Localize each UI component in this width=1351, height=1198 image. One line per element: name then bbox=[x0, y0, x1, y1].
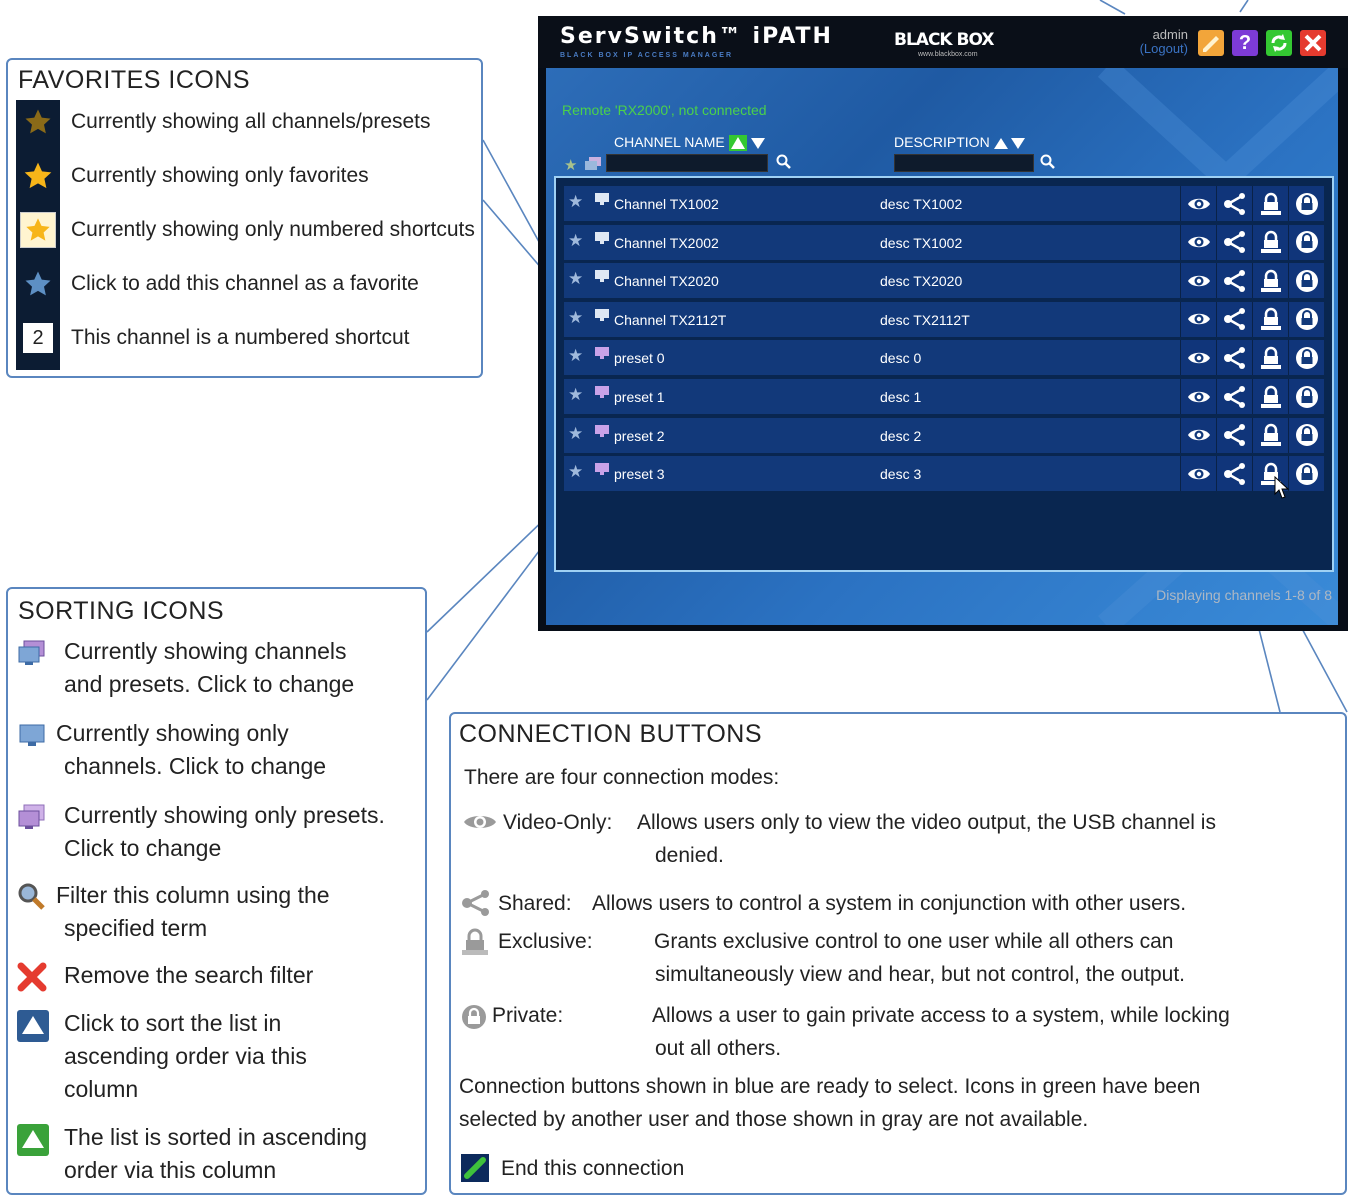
video-only-button[interactable] bbox=[1180, 456, 1216, 491]
exclusive-button[interactable] bbox=[1252, 302, 1288, 337]
eye-icon bbox=[463, 812, 497, 832]
favorites-icons-panel bbox=[6, 58, 483, 378]
video-only-button[interactable] bbox=[1180, 263, 1216, 298]
connection-buttons bbox=[1180, 340, 1324, 375]
sorting-item-text: Currently showing only presets. Click to change bbox=[64, 802, 385, 861]
table-row[interactable] bbox=[564, 340, 1324, 375]
sorting-item-text: The list is sorted in ascending order via this column bbox=[64, 1124, 367, 1183]
mode-desc: Grants exclusive control to one user while all others can bbox=[654, 930, 1174, 953]
connection-panel-title: CONNECTION BUTTONS bbox=[459, 720, 762, 748]
star-blue-icon[interactable]: ★ bbox=[568, 307, 584, 327]
remote-status: Remote 'RX2000', not connected bbox=[562, 102, 767, 118]
video-only-button[interactable] bbox=[1180, 225, 1216, 260]
channel-name-header bbox=[614, 134, 765, 151]
mode-desc: Allows a user to gain private access to a system, while locking bbox=[652, 1004, 1230, 1027]
video-only-button[interactable] bbox=[1180, 186, 1216, 221]
private-button[interactable] bbox=[1288, 186, 1324, 221]
table-row[interactable] bbox=[564, 225, 1324, 260]
channel-name-label: CHANNEL NAME bbox=[614, 134, 725, 150]
star-gold-icon bbox=[16, 154, 60, 198]
connection-buttons bbox=[1180, 263, 1324, 298]
channel-description: desc 2 bbox=[880, 427, 922, 444]
app-logo-subtitle: BLACK BOX IP ACCESS MANAGER bbox=[560, 52, 734, 59]
favorites-item-text: Click to add this channel as a favorite bbox=[71, 272, 419, 295]
star-blue-icon bbox=[16, 262, 60, 306]
private-button[interactable] bbox=[1288, 225, 1324, 260]
channel-icon bbox=[594, 231, 610, 245]
star-blue-icon[interactable]: ★ bbox=[568, 230, 584, 250]
channel-description: desc TX2112T bbox=[880, 311, 970, 328]
star-blue-icon[interactable]: ★ bbox=[568, 423, 584, 443]
favorites-item bbox=[16, 154, 481, 198]
star-dim-icon bbox=[16, 100, 60, 144]
private-button[interactable] bbox=[1288, 340, 1324, 375]
end-connection-label: End this connection bbox=[501, 1157, 685, 1180]
star-blue-icon[interactable]: ★ bbox=[568, 346, 584, 366]
sorted-ascending-icon[interactable] bbox=[729, 135, 747, 151]
sorting-item-text: Click to sort the list in ascending order via this column bbox=[64, 1010, 307, 1102]
favorites-item bbox=[16, 208, 481, 252]
channel-icon bbox=[594, 308, 610, 322]
channel-description: desc 0 bbox=[880, 350, 922, 367]
table-row[interactable] bbox=[564, 418, 1324, 453]
shared-button[interactable] bbox=[1216, 340, 1252, 375]
favorites-item bbox=[16, 100, 481, 144]
favorites-filter-star-icon[interactable]: ★ bbox=[564, 157, 578, 174]
channel-name: preset 3 bbox=[614, 466, 665, 483]
sorting-icons-panel bbox=[6, 587, 427, 1195]
video-only-button[interactable] bbox=[1180, 418, 1216, 453]
sorting-item-text: Currently showing channels and presets. Click to change bbox=[64, 638, 355, 697]
exclusive-button[interactable] bbox=[1252, 340, 1288, 375]
filter-search-icon[interactable] bbox=[776, 154, 792, 170]
favorites-item-text: Currently showing only favorites bbox=[71, 164, 369, 187]
channel-name: Channel TX2002 bbox=[614, 234, 719, 251]
mode-label: Private: bbox=[492, 1004, 564, 1027]
filter-search-icon[interactable] bbox=[1040, 154, 1056, 170]
preset-icon bbox=[594, 462, 610, 476]
star-gold-boxed-icon bbox=[16, 208, 60, 252]
channel-description: desc 1 bbox=[880, 389, 922, 405]
share-icon bbox=[461, 890, 491, 916]
shortcut-number: 2 bbox=[23, 323, 53, 353]
refresh-button[interactable] bbox=[1266, 30, 1292, 56]
channel-name: Channel TX2020 bbox=[614, 273, 719, 290]
private-button[interactable] bbox=[1288, 456, 1324, 491]
connection-note: Connection buttons shown in blue are ready to select. Icons in green have been bbox=[459, 1075, 1201, 1098]
connection-buttons bbox=[1180, 456, 1324, 491]
favorites-item-text: Currently showing only numbered shortcuts bbox=[71, 218, 475, 241]
channel-description: desc TX1002 bbox=[880, 196, 963, 212]
exclusive-button[interactable] bbox=[1252, 263, 1288, 298]
video-only-button[interactable] bbox=[1180, 302, 1216, 337]
sort-ascending-icon bbox=[16, 1009, 48, 1041]
private-button[interactable] bbox=[1288, 302, 1324, 337]
filter-search-icon bbox=[16, 881, 48, 913]
mode-label: Exclusive: bbox=[498, 930, 593, 953]
favorites-item-text: This channel is a numbered shortcut bbox=[71, 326, 410, 349]
ipath-app-screenshot bbox=[538, 16, 1348, 631]
app-logo: ServSwitch™ iPATH bbox=[560, 24, 833, 49]
mode-desc: out all others. bbox=[655, 1037, 782, 1060]
channel-name: Channel TX1002 bbox=[614, 196, 719, 212]
table-row[interactable] bbox=[564, 302, 1324, 337]
star-blue-icon[interactable]: ★ bbox=[568, 462, 584, 482]
app-header bbox=[538, 16, 1348, 68]
exclusive-button[interactable] bbox=[1252, 418, 1288, 453]
favorites-item-text: Currently showing all channels/presets bbox=[71, 110, 431, 133]
table-row[interactable] bbox=[564, 456, 1324, 491]
description-header bbox=[894, 134, 1025, 150]
presets-only-icon bbox=[16, 801, 48, 833]
mode-desc: Allows users to control a system in conjunction with other users. bbox=[592, 892, 1187, 915]
mode-desc: denied. bbox=[655, 844, 724, 867]
logout-link[interactable]: (Logout) bbox=[1139, 41, 1188, 56]
channel-name: preset 1 bbox=[614, 389, 665, 405]
favorites-item bbox=[16, 316, 481, 360]
connection-note: selected by another user and those shown in gray are not available. bbox=[459, 1108, 1089, 1131]
connection-buttons-panel bbox=[449, 712, 1347, 1195]
help-button[interactable]: ? bbox=[1232, 30, 1258, 56]
description-filter-input[interactable] bbox=[894, 154, 1034, 172]
mode-label: Video-Only: bbox=[503, 811, 613, 834]
sorting-item-text: Filter this column using the specified term bbox=[56, 882, 330, 941]
table-row[interactable] bbox=[564, 379, 1324, 414]
sort-descending-icon[interactable] bbox=[751, 138, 765, 149]
channel-description: desc TX1002 bbox=[880, 234, 963, 251]
video-only-button[interactable] bbox=[1180, 340, 1216, 375]
remove-filter-icon bbox=[16, 961, 48, 993]
channel-icon bbox=[594, 269, 610, 283]
preset-icon bbox=[594, 346, 610, 360]
video-only-button[interactable] bbox=[1180, 379, 1216, 414]
sorting-panel-title: SORTING ICONS bbox=[18, 597, 225, 625]
shared-button[interactable] bbox=[1216, 225, 1252, 260]
channels-presets-icon[interactable] bbox=[584, 156, 602, 172]
exclusive-button[interactable] bbox=[1252, 379, 1288, 414]
brand-url: www.blackbox.com bbox=[918, 51, 978, 58]
channel-name: preset 2 bbox=[614, 427, 665, 444]
private-lock-icon bbox=[461, 1004, 487, 1030]
brand-logo: BLACK BOX bbox=[894, 30, 994, 50]
preset-icon bbox=[594, 424, 610, 438]
description-label: DESCRIPTION bbox=[894, 134, 990, 150]
connection-buttons bbox=[1180, 225, 1324, 260]
channel-name: preset 0 bbox=[614, 350, 665, 367]
connection-intro: There are four connection modes: bbox=[464, 766, 780, 789]
table-row[interactable] bbox=[564, 186, 1324, 221]
channel-table bbox=[554, 176, 1334, 572]
channel-icon bbox=[594, 192, 610, 206]
shared-button[interactable] bbox=[1216, 456, 1252, 491]
sorted-ascending-icon bbox=[16, 1123, 48, 1155]
mouse-cursor-icon bbox=[1274, 476, 1290, 500]
connection-buttons bbox=[1180, 302, 1324, 337]
favorites-panel-title: FAVORITES ICONS bbox=[18, 66, 251, 94]
end-connection-icon bbox=[461, 1154, 489, 1182]
sort-descending-icon[interactable] bbox=[1011, 138, 1025, 149]
channel-description: desc 3 bbox=[880, 466, 922, 483]
exclusive-lock-icon bbox=[461, 928, 489, 956]
private-button[interactable] bbox=[1288, 379, 1324, 414]
app-body bbox=[546, 68, 1338, 625]
connection-buttons bbox=[1180, 186, 1324, 221]
connection-buttons bbox=[1180, 379, 1324, 414]
sorting-item-text: Currently showing only channels. Click to change bbox=[56, 720, 327, 779]
user-info bbox=[1138, 28, 1188, 56]
channel-name-filter-input[interactable] bbox=[606, 154, 768, 172]
exclusive-button[interactable] bbox=[1252, 186, 1288, 221]
channels-presets-icon bbox=[16, 637, 48, 669]
shared-button[interactable] bbox=[1216, 263, 1252, 298]
channels-only-icon bbox=[16, 719, 48, 751]
mode-desc: Allows users only to view the video output, the USB channel is bbox=[637, 811, 1216, 834]
connection-buttons bbox=[1180, 418, 1324, 453]
channel-description: desc TX2020 bbox=[880, 273, 963, 290]
private-button[interactable] bbox=[1288, 418, 1324, 453]
shared-button[interactable] bbox=[1216, 186, 1252, 221]
shortcut-number-icon bbox=[16, 316, 60, 360]
table-row[interactable] bbox=[564, 263, 1324, 298]
edit-button[interactable] bbox=[1198, 30, 1224, 56]
mode-label: Shared: bbox=[498, 892, 572, 915]
close-button[interactable] bbox=[1300, 30, 1326, 56]
star-blue-icon[interactable]: ★ bbox=[568, 385, 584, 404]
exclusive-button[interactable] bbox=[1252, 225, 1288, 260]
star-blue-icon[interactable]: ★ bbox=[568, 269, 584, 289]
shared-button[interactable] bbox=[1216, 302, 1252, 337]
channel-name: Channel TX2112T bbox=[614, 311, 727, 328]
shared-button[interactable] bbox=[1216, 379, 1252, 414]
mode-desc: simultaneously view and hear, but not control, the output. bbox=[655, 963, 1185, 986]
preset-icon bbox=[594, 385, 610, 399]
shared-button[interactable] bbox=[1216, 418, 1252, 453]
display-status: Displaying channels 1-8 of 8 bbox=[1156, 587, 1332, 603]
favorites-item bbox=[16, 262, 481, 306]
sorting-item-text: Remove the search filter bbox=[64, 962, 314, 988]
sort-ascending-icon[interactable] bbox=[994, 138, 1008, 149]
username: admin bbox=[1152, 27, 1188, 42]
star-blue-icon[interactable]: ★ bbox=[568, 192, 584, 211]
private-button[interactable] bbox=[1288, 263, 1324, 298]
